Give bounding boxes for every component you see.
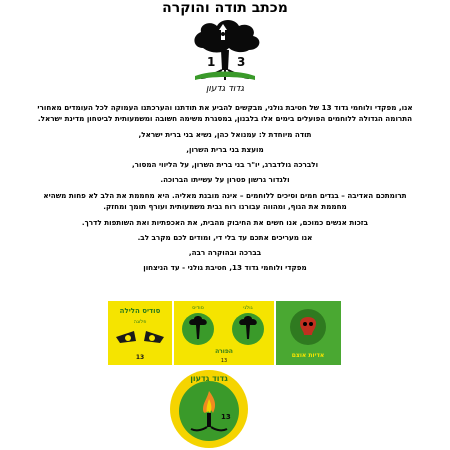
yellow-badge-number: 13 xyxy=(135,354,145,361)
paragraph-thanks-3: ולברכה גולדברג, יו"ר בני ברית השרון, על הליווי המסור, xyxy=(131,160,319,169)
paragraph-intro: אנו, מפקדי ולוחמי גדוד 13 של חטיבת גולני, מבקשים להביע את תודתנו והערכתנו העמוקה לכל העומדים מאחורי התרומה הגדולה ללוחמים הפועלים בימים אלו בלבנון, במסגרת משימה חשובה ומשמעותית לביטחון מדינת ישראל. xyxy=(37,103,413,123)
paragraph-signature: מפקדי ולוחמי גדוד 13, חטיבת גולני - עד הניצחון xyxy=(143,263,307,272)
paragraph-embrace: בזכות אנשים כמוכם, אנו חשים את החיבוק מהבית, את האכפתיות ואת השותפות לדרך. xyxy=(81,218,369,227)
dual-badge-right-text: גולני xyxy=(243,305,253,311)
round-battalion-logo xyxy=(169,369,249,449)
paragraph-thanks-1: תודה מיוחדת ל: עמנואל כהן, נשיא בני ברית ישראל, xyxy=(138,130,312,139)
yellow-badge-line1: סודיס הלילה xyxy=(119,307,161,315)
dual-badge-number: 13 xyxy=(220,358,228,364)
badges-row xyxy=(108,301,341,365)
logo-number-left: 1 xyxy=(207,55,216,69)
paragraph-appreciation: אנו מעריכים אתכם עד בלי די, ומודים לכם מקרב לב. xyxy=(137,233,313,242)
green-emblem-badge xyxy=(276,301,341,365)
tree-trunk-icon xyxy=(221,50,229,70)
tree-canopy-icon xyxy=(194,20,259,53)
dual-badge-left-text: סודיס xyxy=(192,305,204,311)
round-logo-top-text: גדוד גדעון xyxy=(190,374,228,383)
dual-badge-bottom: הפורה xyxy=(215,348,233,355)
paragraph-thanks-4: ולגדור גרשון פטרון על עשייתו הברוכה. xyxy=(160,175,290,184)
logo-caption: גדוד גדעון xyxy=(205,84,244,94)
tree-trunk-icon xyxy=(207,413,211,427)
green-badge-text: אדיות אוצם xyxy=(291,352,325,359)
round-logo-number: 13 xyxy=(221,413,231,421)
yellow-eyes-badge xyxy=(108,301,172,365)
letter-body xyxy=(30,102,420,278)
yellow-badge-line2: פלוגה xyxy=(133,319,147,325)
dual-tree-badge xyxy=(174,301,274,365)
page-title: מכתב תודה והוקרה xyxy=(162,0,288,16)
paragraph-regards: בברכה ובהוקרה רבה, xyxy=(188,248,262,257)
logo-number-right: 3 xyxy=(237,55,246,69)
paragraph-donation: תרומתכם האדיבה – בגדים חמים וסיכים ללוחמים – אינה מובנת מאליה. היא מחממת את הלב לא פחות משהיא מחממת את הגוף, ומהווה עבורנו רוח גבית משמעותית ועורף תומך ומחזק. xyxy=(43,191,407,211)
paragraph-thanks-2: מועצת בני ברית השרון, xyxy=(186,145,264,154)
